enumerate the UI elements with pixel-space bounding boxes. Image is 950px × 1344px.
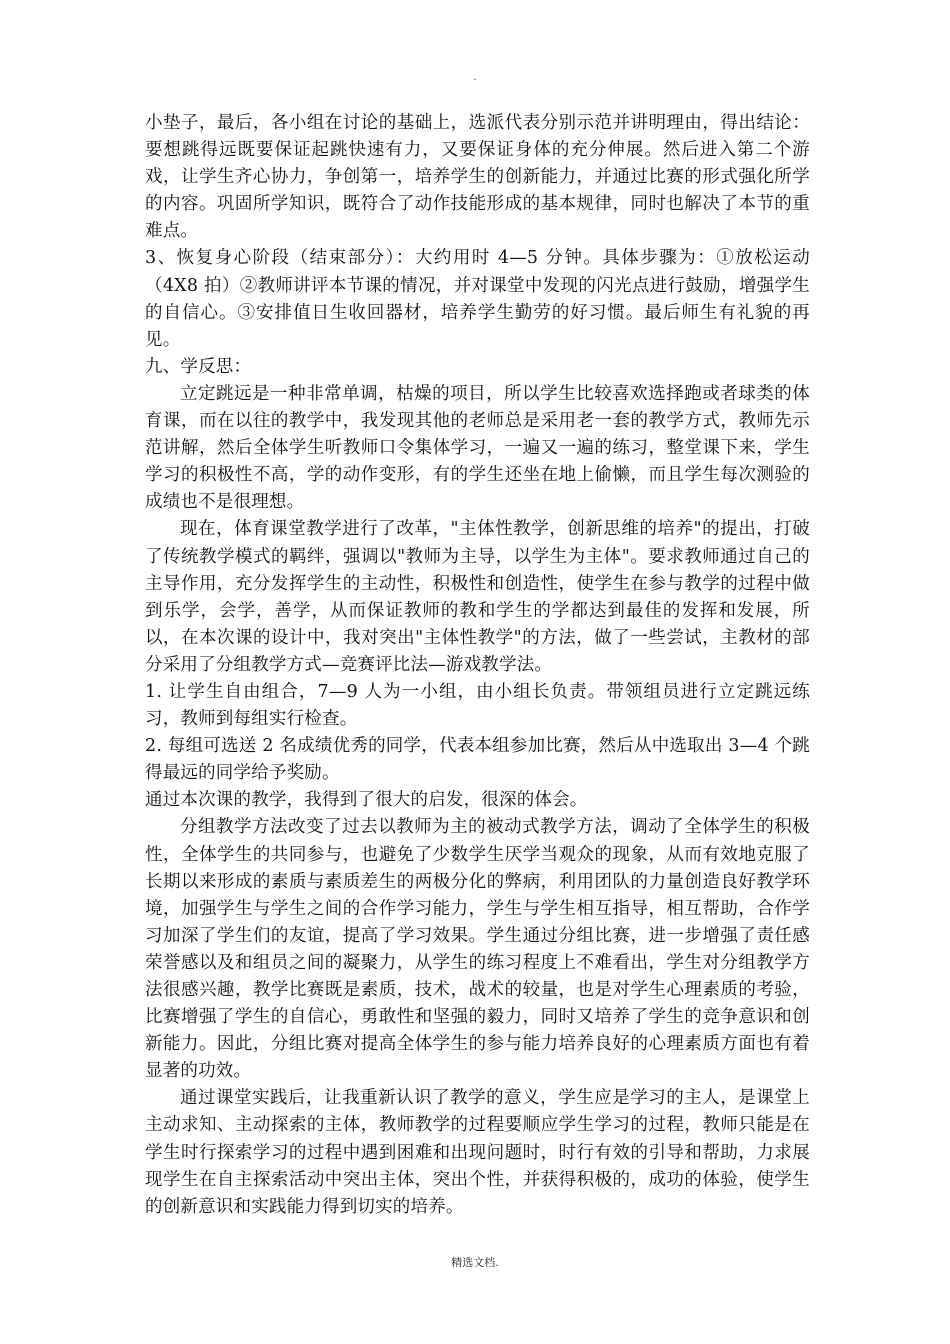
paragraph-continuation: 小垫子，最后，各小组在讨论的基础上，选派代表分别示范并讲明理由，得出结论：要想跳得远既要保证起跳快速有力，又要保证身体的充分伸展。然后进入第二个游戏，让学生齐心协力，争创第一，培养学生的创新能力，并通过比赛的形式强化所学的内容。巩固所学知识，既符合了动作技能形成的基本规律，同时也解决了本节的重难点。 [145,113,810,242]
paragraph-reform: 现在，体育课堂教学进行了改革，"主体性教学，创新思维的培养"的提出，打破了传统教学模式的羁绊，强调以"教师为主导，以学生为主体"。要求教师通过自己的主导作用，充分发挥学生的主动性，积极性和创造性，使学生在参与教学的过程中做到乐学，会学，善学，从而保证教师的教和学生的学都达到最佳的发挥和发展，所以，在本次课的设计中，我对突出"主体性教学"的方法，做了一些尝试，主教材的部分采用了分组教学方式—竞赛评比法—游戏教学法。 [145,519,810,675]
paragraph-insight: 通过本次课的教学，我得到了很大的启发，很深的体会。 [145,790,588,811]
paragraph-recovery-stage: 3、恢复身心阶段（结束部分）：大约用时 4—5 分钟。具体步骤为：①放松运动（4X8 拍）②教师讲评本节课的情况，并对课堂中发现的闪光点进行鼓励，增强学生的自信心。③安排值日生收回器材，培养学生勤劳的好习惯。最后师生有礼貌的再见。 [145,248,810,350]
list-item-2: 2. 每组可选送 2 名成绩优秀的同学，代表本组参加比赛，然后从中选取出 3—4 个跳得最远的同学给予奖励。 [145,736,810,784]
section-heading-reflection: 九、学反思： [145,356,252,377]
paragraph-conclusion: 通过课堂实践后，让我重新认识了教学的意义，学生应是学习的主人，是课堂上主动求知、主动探索的主体，教师教学的过程要顺应学生学习的过程，教师只能是在学生时行探索学习的过程中遇到困难和出现问题时，时行有效的引导和帮助，力求展现学生在自主探索活动中突出主体，突出个性，并获得积极的，成功的体验，使学生的创新意识和实践能力得到切实的培养。 [145,1088,810,1217]
page-footer: 精选文档. [451,1256,499,1269]
list-item-1: 1. 让学生自由组合，7—9 人为一小组，由小组长负责。带领组员进行立定跳远练习，教师到每组实行检查。 [145,681,810,730]
paragraph-group-teaching: 分组教学方法改变了过去以教师为主的被动式教学方法，调动了全体学生的积极性，全体学生的共同参与，也避免了少数学生厌学当观众的现象，从而有效地克服了长期以来形成的素质与素质差生的两极分化的弊病，利用团队的力量创造良好教学环境，加强学生与学生之间的合作学习能力，学生与学生相互指导，相互帮助，合作学习加深了学生们的友谊，提高了学习效果。学生通过分组比赛，进一步增强了责任感荣誉感以及和组员之间的凝聚力，从学生的练习程度上不难看出，学生对分组教学方法很感兴趣，教学比赛既是素质，技术，战术的较量，也是对学生心理素质的考验，比赛增强了学生的自信心，勇敢性和坚强的毅力，同时又培养了学生的竞争意识和创新能力。因此，分组比赛对提高全体学生的参与能力培养良好的心理素质方面也有着显著的功效。 [145,817,810,1082]
paragraph-reflection-intro: 立定跳远是一种非常单调，枯燥的项目，所以学生比较喜欢选择跑或者球类的体育课，而在以往的教学中，我发现其他的老师总是采用老一套的教学方式，教师先示范讲解，然后全体学生听教师口令集体学习，一遍又一遍的练习，整堂课下来，学生学习的积极性不高，学的动作变形，有的学生还坐在地上偷懒，而且学生每次测验的成绩也不是很理想。 [145,383,810,513]
header-mark: . [473,72,477,83]
document-body [145,110,810,1221]
